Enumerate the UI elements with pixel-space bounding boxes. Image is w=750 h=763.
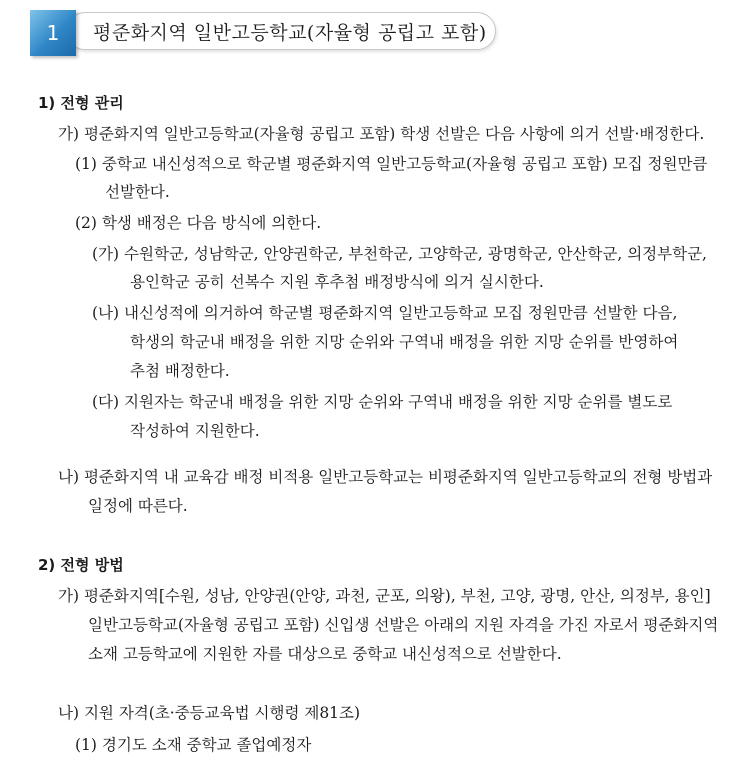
paragraph-line: 가) 평준화지역 일반고등학교(자율형 공립고 포함) 학생 선발은 다음 사항에 의거 선발·배정한다. [58, 125, 705, 143]
paragraph-line: 나) 평준화지역 내 교육감 배정 비적용 일반고등학교는 비평준화지역 일반고등학교의 전형 방법과 [58, 468, 713, 486]
paragraph-line: (2) 학생 배정은 다음 방식에 의한다. [75, 214, 322, 232]
paragraph-line: 용인학군 공히 선복수 지원 후추첨 배정방식에 의거 실시한다. [130, 273, 544, 291]
section-header [30, 10, 500, 56]
heading-2: 2) 전형 방법 [38, 556, 124, 574]
paragraph-line: (다) 지원자는 학군내 배정을 위한 지망 순위와 구역내 배정을 위한 지망 순위를 별도로 [92, 393, 673, 411]
paragraph-line: 작성하여 지원한다. [130, 422, 260, 440]
paragraph-line: 일정에 따른다. [88, 497, 188, 515]
paragraph-line: 가) 평준화지역[수원, 성남, 안양권(안양, 과천, 군포, 의왕), 부천, 고양, 광명, 안산, 의정부, 용인] [58, 587, 711, 605]
paragraph-line: 추첨 배정한다. [130, 362, 230, 380]
paragraph-line: 소재 고등학교에 지원한 자를 대상으로 중학교 내신성적으로 선발한다. [88, 645, 562, 663]
section-title: 평준화지역 일반고등학교(자율형 공립고 포함) [66, 12, 496, 50]
paragraph-line: 일반고등학교(자율형 공립고 포함) 신입생 선발은 아래의 지원 자격을 가진 자로서 평준화지역 [88, 616, 719, 634]
paragraph-line: 나) 지원 자격(초·중등교육법 시행령 제81조) [58, 704, 361, 722]
paragraph-line: (1) 경기도 소재 중학교 졸업예정자 [75, 736, 312, 754]
paragraph-line: (나) 내신성적에 의거하여 학군별 평준화지역 일반고등학교 모집 정원만큼 선발한 다음, [92, 304, 678, 322]
paragraph-line: 학생의 학군내 배정을 위한 지망 순위와 구역내 배정을 위한 지망 순위를 반영하여 [130, 333, 679, 351]
paragraph-line: (가) 수원학군, 성남학군, 안양권학군, 부천학군, 고양학군, 광명학군, 안산학군, 의정부학군, [92, 245, 707, 263]
section-number-badge: 1 [30, 10, 76, 56]
paragraph-line: 선발한다. [105, 183, 170, 201]
heading-1: 1) 전형 관리 [38, 94, 124, 112]
paragraph-line: (1) 중학교 내신성적으로 학군별 평준화지역 일반고등학교(자율형 공립고 포함) 모집 정원만큼 [75, 155, 708, 173]
